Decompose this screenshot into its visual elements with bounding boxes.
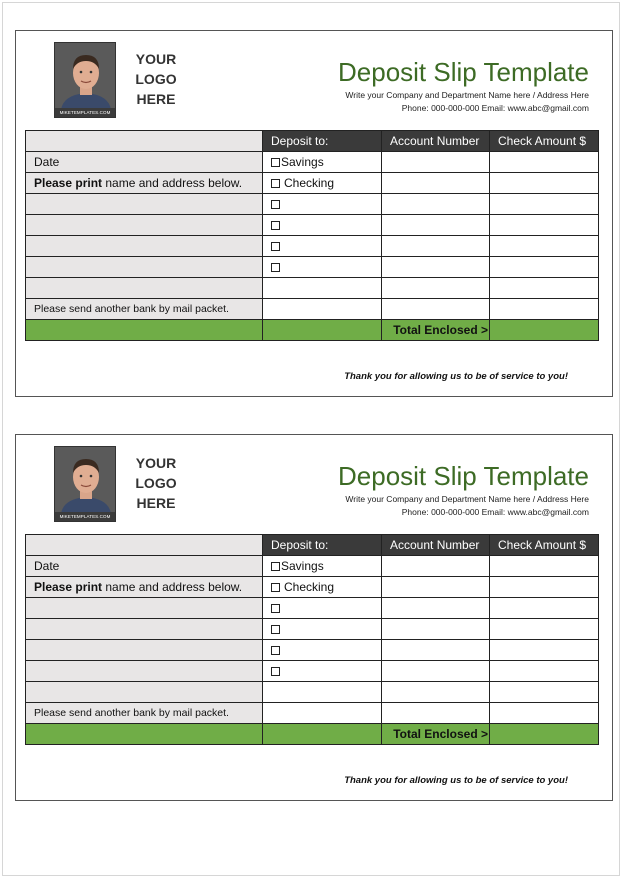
checkbox-cell[interactable] — [263, 619, 382, 640]
address-line-cell[interactable] — [26, 194, 263, 215]
check-amount-cell[interactable] — [490, 278, 599, 299]
slip-title: Deposit Slip Template — [338, 461, 589, 491]
check-amount-cell[interactable] — [490, 682, 599, 703]
total-enclosed-label: Total Enclosed > — [382, 724, 490, 745]
account-number-cell[interactable] — [382, 598, 490, 619]
logo-placeholder — [126, 453, 186, 513]
header-deposit-to: Deposit to: — [263, 131, 382, 152]
check-amount-cell[interactable] — [490, 152, 599, 173]
total-row-blank — [26, 724, 263, 745]
check-amount-cell[interactable] — [490, 619, 599, 640]
address-line-cell[interactable] — [26, 278, 263, 299]
address-line-cell[interactable] — [26, 236, 263, 257]
checkbox-cell[interactable] — [263, 236, 382, 257]
deposit-cell[interactable] — [263, 703, 382, 724]
print-instruction-bold: Please print — [34, 580, 103, 594]
account-number-cell[interactable] — [382, 152, 490, 173]
account-number-cell[interactable] — [382, 278, 490, 299]
account-number-cell[interactable] — [382, 619, 490, 640]
deposit-slip-1 — [15, 30, 613, 397]
address-line-cell[interactable] — [26, 619, 263, 640]
savings-option[interactable] — [263, 556, 382, 577]
thank-you-note: Thank you for allowing us to be of service to you! — [344, 371, 568, 382]
print-instruction-bold: Please print — [34, 176, 103, 190]
photo-caption: MIKETEMPLATES.COM — [55, 108, 115, 117]
checkbox-cell[interactable] — [263, 640, 382, 661]
checkbox-icon[interactable] — [271, 562, 280, 571]
checkbox-cell[interactable] — [263, 598, 382, 619]
total-enclosed-label: Total Enclosed > — [382, 320, 490, 341]
check-amount-cell[interactable] — [490, 598, 599, 619]
total-enclosed-amount[interactable] — [490, 724, 599, 745]
logo-line: LOGO — [135, 475, 177, 491]
checkbox-cell[interactable] — [263, 194, 382, 215]
account-number-cell[interactable] — [382, 661, 490, 682]
check-amount-cell[interactable] — [490, 236, 599, 257]
print-instruction — [26, 173, 263, 194]
check-amount-cell[interactable] — [490, 640, 599, 661]
logo-line: LOGO — [135, 71, 177, 87]
check-amount-cell[interactable] — [490, 215, 599, 236]
checking-label: Checking — [284, 176, 335, 190]
header-check-amount: Check Amount $ — [490, 535, 599, 556]
logo-line: YOUR — [135, 51, 177, 67]
account-number-cell[interactable] — [382, 556, 490, 577]
deposit-slip-2 — [15, 434, 613, 801]
account-number-cell[interactable] — [382, 215, 490, 236]
checking-option[interactable] — [263, 173, 382, 194]
checkbox-icon[interactable] — [271, 667, 280, 676]
account-number-cell[interactable] — [382, 194, 490, 215]
savings-label: Savings — [281, 155, 324, 169]
account-number-cell[interactable] — [382, 299, 490, 320]
total-row-blank — [26, 320, 263, 341]
check-amount-cell[interactable] — [490, 257, 599, 278]
header-deposit-to: Deposit to: — [263, 535, 382, 556]
account-number-cell[interactable] — [382, 640, 490, 661]
address-line-cell[interactable] — [26, 661, 263, 682]
logo-photo — [54, 446, 116, 522]
account-number-cell[interactable] — [382, 682, 490, 703]
deposit-table — [25, 534, 599, 745]
account-number-cell[interactable] — [382, 236, 490, 257]
company-line: Write your Company and Department Name here / Address Here — [345, 494, 589, 504]
company-line: Write your Company and Department Name here / Address Here — [345, 90, 589, 100]
header-account-number: Account Number — [382, 131, 490, 152]
checking-option[interactable] — [263, 577, 382, 598]
logo-placeholder — [126, 49, 186, 109]
account-number-cell[interactable] — [382, 257, 490, 278]
account-number-cell[interactable] — [382, 173, 490, 194]
checkbox-icon[interactable] — [271, 263, 280, 272]
address-line-cell[interactable] — [26, 257, 263, 278]
header-check-amount: Check Amount $ — [490, 131, 599, 152]
checkbox-icon[interactable] — [271, 242, 280, 251]
check-amount-cell[interactable] — [490, 194, 599, 215]
total-row-blank — [263, 724, 382, 745]
checkbox-cell[interactable] — [263, 257, 382, 278]
address-line-cell[interactable] — [26, 215, 263, 236]
logo-line: YOUR — [135, 455, 177, 471]
address-line-cell[interactable] — [26, 640, 263, 661]
date-label: Date — [26, 556, 263, 577]
checking-label: Checking — [284, 580, 335, 594]
logo-line: HERE — [136, 91, 176, 107]
savings-label: Savings — [281, 559, 324, 573]
slip-title: Deposit Slip Template — [338, 57, 589, 87]
header-account-number: Account Number — [382, 535, 490, 556]
total-row-blank — [263, 320, 382, 341]
photo-caption: MIKETEMPLATES.COM — [55, 512, 115, 521]
check-amount-cell[interactable] — [490, 703, 599, 724]
checkbox-cell[interactable] — [263, 215, 382, 236]
logo-photo — [54, 42, 116, 118]
checkbox-icon[interactable] — [271, 646, 280, 655]
print-instruction-rest: name and address below. — [102, 580, 243, 594]
print-instruction-rest: name and address below. — [102, 176, 243, 190]
total-enclosed-amount[interactable] — [490, 320, 599, 341]
checkbox-icon[interactable] — [271, 200, 280, 209]
savings-option[interactable] — [263, 152, 382, 173]
check-amount-cell[interactable] — [490, 577, 599, 598]
check-amount-cell[interactable] — [490, 661, 599, 682]
header-blank-cell — [26, 131, 263, 152]
address-line-cell[interactable] — [26, 682, 263, 703]
check-amount-cell[interactable] — [490, 556, 599, 577]
contact-line: Phone: 000-000-000 Email: www.abc@gmail.com — [401, 103, 589, 113]
checkbox-cell[interactable] — [263, 661, 382, 682]
checkbox-icon[interactable] — [271, 179, 280, 188]
checkbox-icon[interactable] — [271, 158, 280, 167]
deposit-cell[interactable] — [263, 299, 382, 320]
logo-line: HERE — [136, 495, 176, 511]
account-number-cell[interactable] — [382, 703, 490, 724]
contact-line: Phone: 000-000-000 Email: www.abc@gmail.com — [401, 507, 589, 517]
checkbox-icon[interactable] — [271, 221, 280, 230]
deposit-table — [25, 130, 599, 341]
header-blank-cell — [26, 535, 263, 556]
date-label: Date — [26, 152, 263, 173]
check-amount-cell[interactable] — [490, 173, 599, 194]
mail-note: Please send another bank by mail packet. — [26, 703, 263, 724]
deposit-cell[interactable] — [263, 278, 382, 299]
thank-you-note: Thank you for allowing us to be of service to you! — [344, 775, 568, 786]
print-instruction — [26, 577, 263, 598]
deposit-cell[interactable] — [263, 682, 382, 703]
account-number-cell[interactable] — [382, 577, 490, 598]
address-line-cell[interactable] — [26, 598, 263, 619]
checkbox-icon[interactable] — [271, 583, 280, 592]
mail-note: Please send another bank by mail packet. — [26, 299, 263, 320]
checkbox-icon[interactable] — [271, 604, 280, 613]
checkbox-icon[interactable] — [271, 625, 280, 634]
check-amount-cell[interactable] — [490, 299, 599, 320]
